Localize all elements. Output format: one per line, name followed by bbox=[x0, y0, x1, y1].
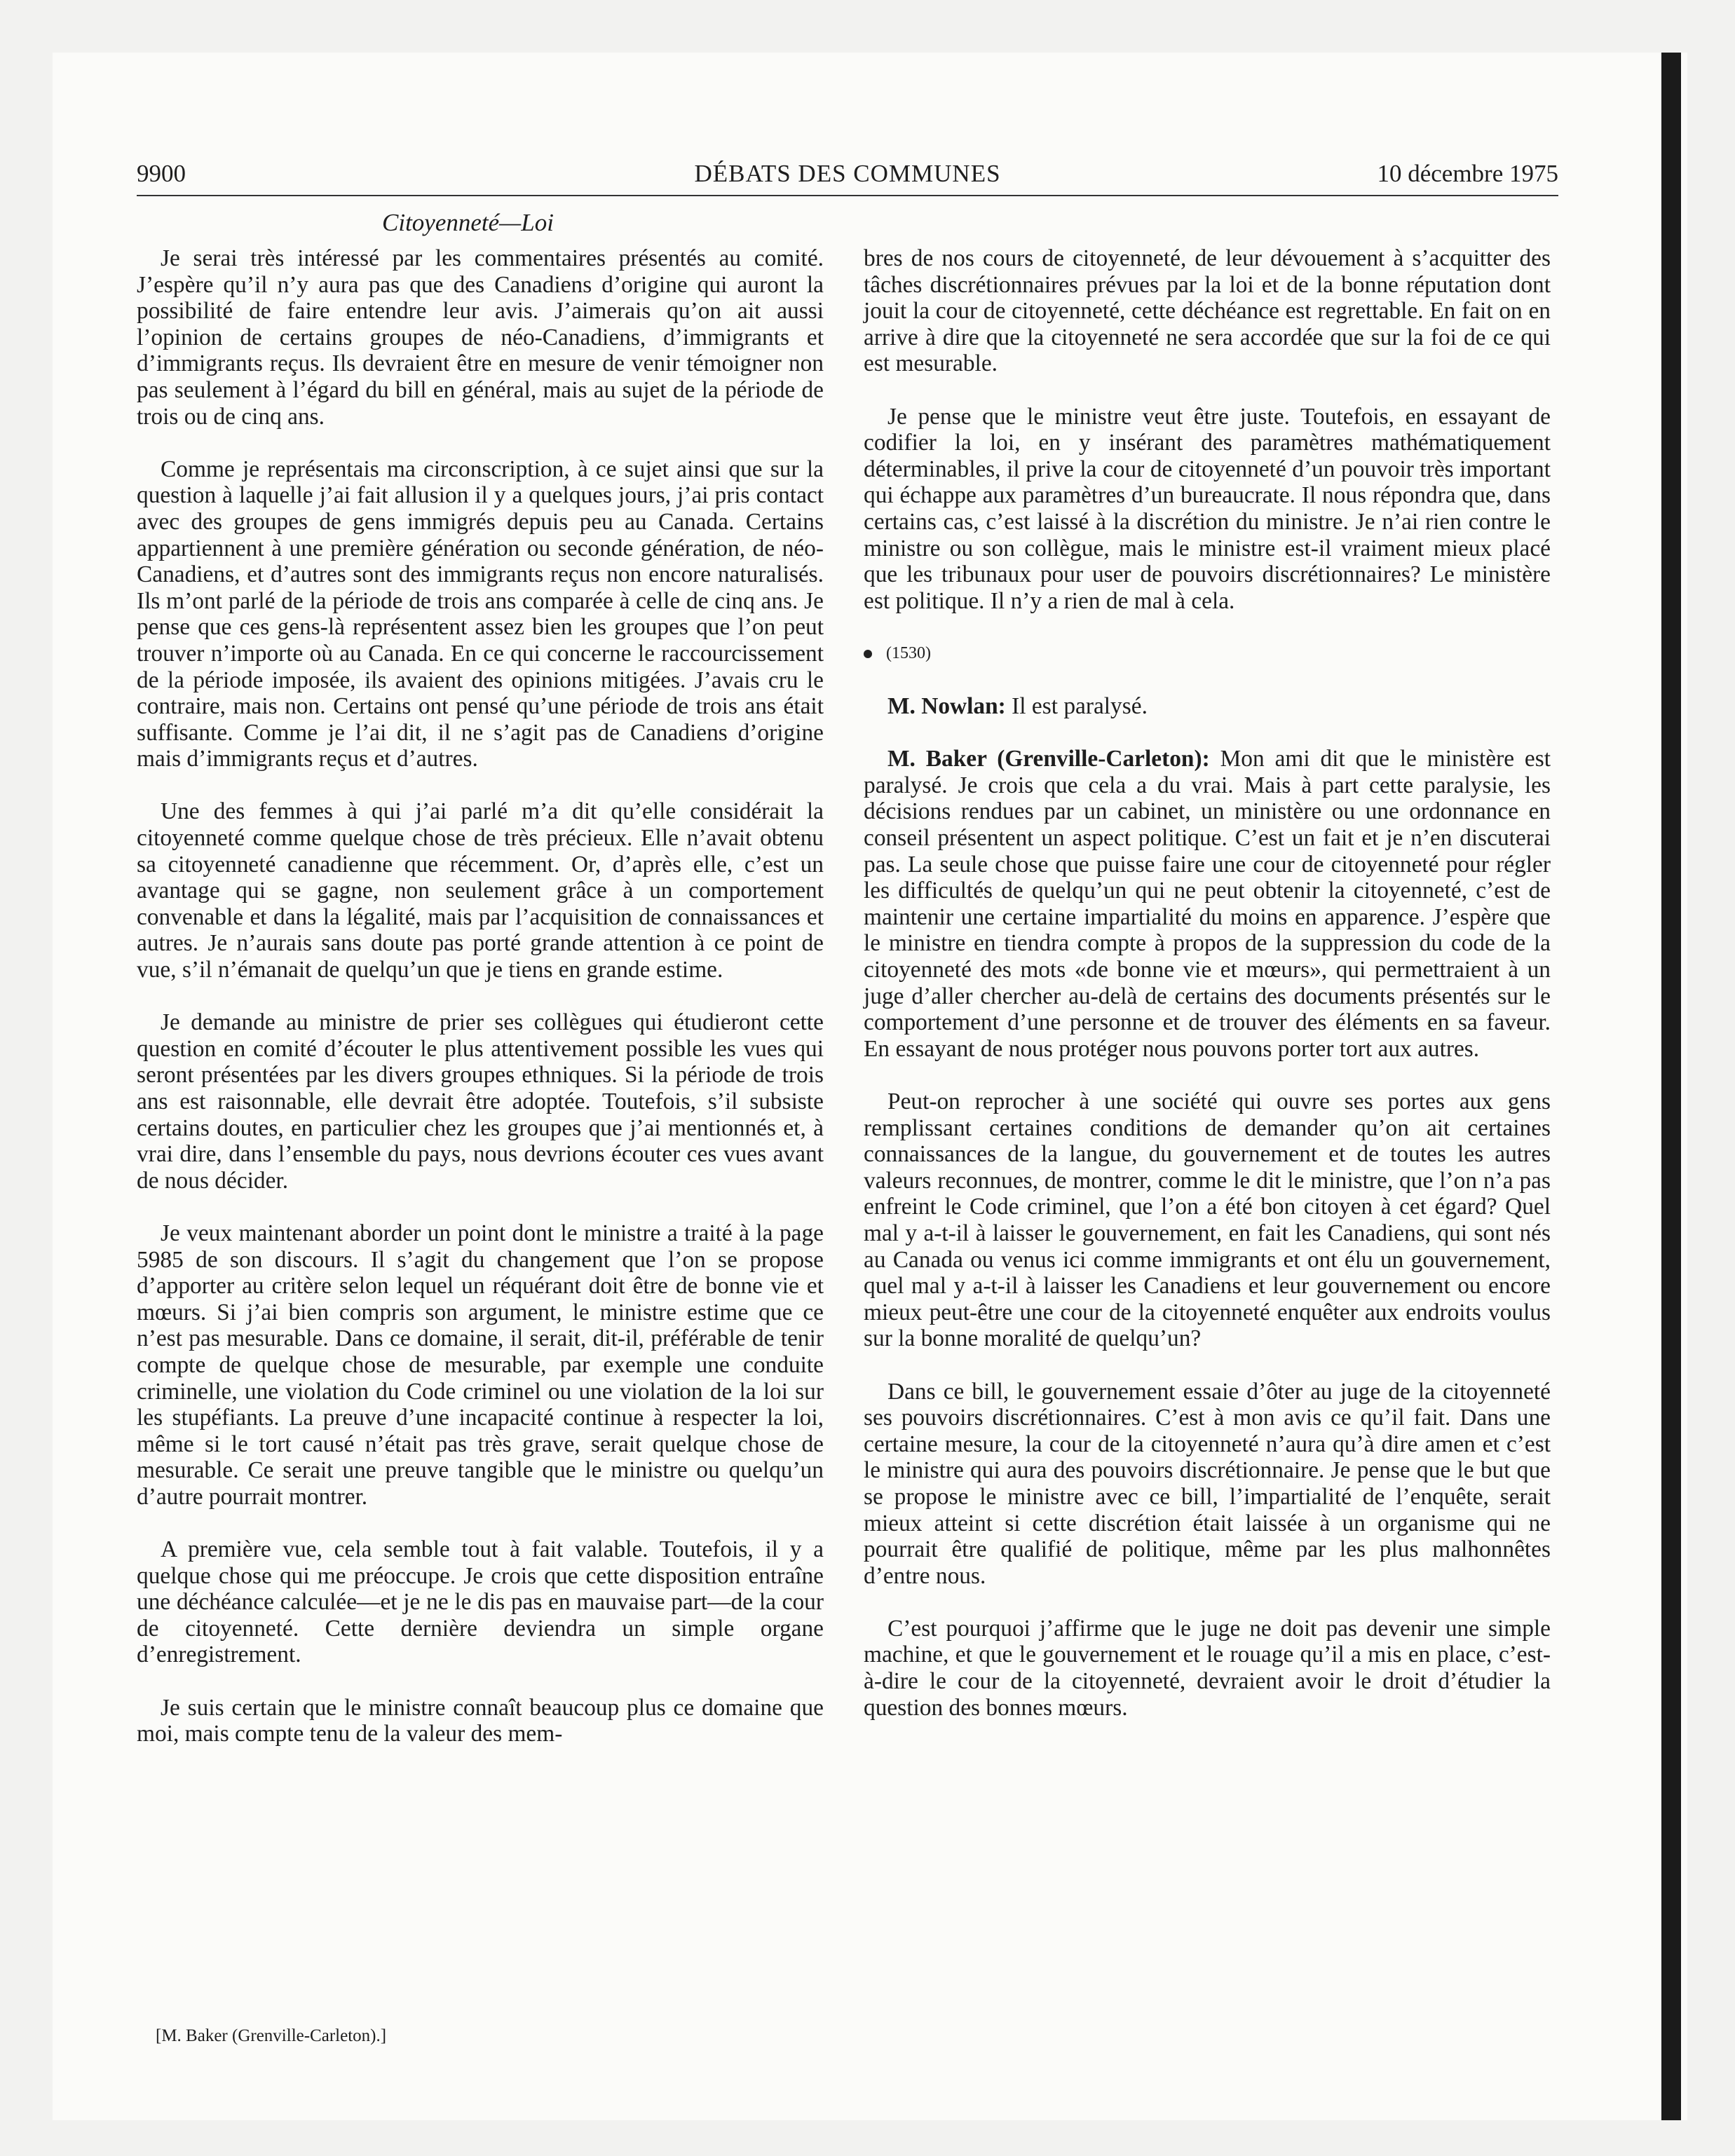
paragraph: Peut-on reprocher à une société qui ouvre ses portes aux gens remplissant certaines conditions de demander qu’on ait certaines connaissances de la langue, du gouvernement et de toutes les autres valeurs reconnues, de montrer, comme le dit le ministre, que l’on n’a pas enfreint le Code criminel, que l’on a été bon citoyen à cet égard? Quel mal y a-t-il à laisser le gouvernement, en fait les Canadiens, qui sont nés au Canada ou venus ici comme immigrants et ont élu un gouvernement, quel mal y a-t-il à laisser les Canadiens et leur gouvernement ou encore mieux peut-être une cour de la citoyenneté enquêter aux endroits voulus sur la bonne moralité de quelqu’un? bbox=[864, 1089, 1551, 1352]
paragraph-continuation: bres de nos cours de citoyenneté, de leur dévouement à s’acquitter des tâches discrétionnaires prévues par la loi et de la bonne réputation dont jouit la cour de citoyenneté, cette déchéance est regrettable. En fait on en arrive à dire que la citoyenneté ne sera accordée que sur la foi de ce qui est mesurable. bbox=[864, 245, 1551, 377]
right-column bbox=[864, 245, 1551, 1747]
paragraph: Comme je représentais ma circonscription, à ce sujet ainsi que sur la question à laquelle j’ai fait allusion il y a quelques jours, j’ai pris contact avec des groupes de gens immigrés depuis peu au Canada. Certains appartiennent à une première génération ou seconde génération, de néo-Canadiens, et d’autres sont des immigrants reçus non encore naturalisés. Ils m’ont parlé de la période de trois ans comparée à celle de cinq ans. Je pense que ces gens-là représentent assez bien les groupes que l’on peut trouver n’importe où au Canada. En ce qui concerne le raccourcissement de la période imposée, ils avaient des opinions mitigées. J’avais cru le contraire, mais non. Certains ont pensé qu’une période de trois ans était suffisante. Comme je l’ai dit, il ne s’agit pas de Canadiens d’origine mais d’immigrants reçus et d’autres. bbox=[137, 456, 824, 772]
publication-title: DÉBATS DES COMMUNES bbox=[694, 160, 1001, 187]
section-title: Citoyenneté—Loi bbox=[382, 209, 554, 236]
speaker-footnote: [M. Baker (Grenville-Carleton).] bbox=[156, 2026, 387, 2045]
paragraph: C’est pourquoi j’affirme que le juge ne doit pas devenir une simple machine, et que le gouvernement et le rouage qu’il a mis en place, c’est-à-dire le cour de la citoyenneté, devraient avoir le droit d’étudier la question des bonnes mœurs. bbox=[864, 1615, 1551, 1721]
time-marker-text: (1530) bbox=[886, 643, 931, 662]
publication-date: 10 décembre 1975 bbox=[1377, 160, 1558, 187]
speaker-name: M. Baker (Grenville-Carleton): bbox=[887, 746, 1210, 772]
speech-text: Mon ami dit que le ministère est paralysé. Je crois que cela a du vrai. Mais à part cette paralysie, les décisions rendues par un cabinet, un ministère ou une ordonnance en conseil présentent un aspect politique. C’est un fait et je n’en discuterai pas. La seule chose que puisse faire une cour de citoyenneté pour régler les difficultés de quelqu’un qui ne peut obtenir la citoyenneté, c’est de maintenir une certaine impartialité du moins en apparence. J’espère que le ministre en tiendra compte à propos de la suppression du code de la citoyenneté des mots «de bonne vie et mœurs», qui permettraient à un juge d’aller chercher au-delà de certains des documents présentés sur le comportement d’une personne et de trouver des éléments en sa faveur. En essayant de nous protéger nous pouvons porter tort aux autres. bbox=[864, 746, 1551, 1062]
speaker-name: M. Nowlan: bbox=[887, 693, 1006, 720]
paragraph: Je serai très intéressé par les commentaires présentés au comité. J’espère qu’il n’y aura pas que des Canadiens d’origine qui auront la possibilité de faire entendre leur avis. J’aimerais qu’on ait aussi l’opinion de certains groupes de néo-Canadiens, d’immigrants et d’immigrants reçus. Ils devraient être en mesure de venir témoigner non pas seulement à l’égard du bill en général, mais au sujet de la période de trois ou de cinq ans. bbox=[137, 245, 824, 430]
speech-text: Il est paralysé. bbox=[1005, 693, 1148, 720]
page-number: 9900 bbox=[137, 160, 186, 187]
paragraph: Je pense que le ministre veut être juste. Toutefois, en essayant de codifier la loi, en y insérant des paramètres mathématiquement déterminables, il prive la cour de citoyenneté d’un pouvoir très important qui échappe aux paramètres d’un bureaucrate. Il nous répondra que, dans certains cas, c’est laissé à la discrétion du ministre. Je n’ai rien contre le ministre ou son collègue, mais le ministre est-il vraiment mieux placé que les tribunaux pour user de pouvoirs discrétionnaires? Le ministère est politique. Il n’y a rien de mal à cela. bbox=[864, 403, 1551, 614]
time-marker bbox=[864, 641, 1551, 667]
scan-edge-bar bbox=[1661, 53, 1681, 2120]
paragraph: Je veux maintenant aborder un point dont le ministre a traité à la page 5985 de son discours. Il s’agit du changement que l’on se propose d’apporter au critère selon lequel un réquérant doit être de bonne vie et mœurs. Si j’ai bien compris son argument, le ministre estime que ce n’est pas mesurable. Dans ce domaine, il serait, dit-il, préférable de tenir compte de quelque chose de mesurable, par exemple une conduite criminelle, une violation du Code criminel ou une violation de la loi sur les stupéfiants. La preuve d’une incapacité continue à respecter la loi, même si le tort causé n’était pas très grave, serait quelque chose de mesurable. Ce serait une preuve tangible que le ministre ou quelqu’un d’autre pourrait montrer. bbox=[137, 1220, 824, 1510]
paragraph: Une des femmes à qui j’ai parlé m’a dit qu’elle considérait la citoyenneté comme quelque chose de très précieux. Elle n’avait obtenu sa citoyenneté canadienne que récemment. Or, d’après elle, c’est un avantage qui se gagne, non seulement grâce à un comportement convenable et dans la légalité, mais par l’acquisition de connaissances et autres. Je n’aurais sans doute pas porté grande attention à ce point de vue, s’il n’émanait de quelqu’un que je tiens en grande estime. bbox=[137, 798, 824, 983]
paragraph: Dans ce bill, le gouvernement essaie d’ôter au juge de la citoyenneté ses pouvoirs discrétionnaires. C’est à mon avis ce qu’il fait. Dans une certaine mesure, la cour de la citoyenneté n’aura qu’à dire amen et c’est le ministre qui aura des pouvoirs discrétionnaire. Je pense que le but que se propose le ministre avec ce bill, l’impartialité de l’enquête, serait mieux atteint si cette discrétion était laissée à un organisme qui ne pourrait être qualifié de politique, même par les plus malhonnêtes d’entre nous. bbox=[864, 1378, 1551, 1589]
paragraph: Je demande au ministre de prier ses collègues qui étudieront cette question en comité d’écouter le plus attentivement possible les vues qui seront présentées par les divers groupes ethniques. Si la période de trois ans est raisonnable, elle devrait être adoptée. Toutefois, s’il subsiste certains doutes, en particulier chez les groupes que j’ai mentionnés et, à vrai dire, dans l’ensemble du pays, nous devrions écouter ces vues avant de nous décider. bbox=[137, 1009, 824, 1194]
speech-nowlan bbox=[864, 693, 1551, 720]
paragraph: Je suis certain que le ministre connaît beaucoup plus ce domaine que moi, mais compte tenu de la valeur des mem- bbox=[137, 1694, 824, 1747]
left-column bbox=[137, 245, 824, 1773]
bullet-icon bbox=[864, 650, 872, 658]
paragraph: A première vue, cela semble tout à fait valable. Toutefois, il y a quelque chose qui me préoccupe. Je crois que cette disposition entraîne une déchéance calculée—et je ne le dis pas en mauvaise part—de la cour de citoyenneté. Cette dernière deviendra un simple organe d’enregistrement. bbox=[137, 1536, 824, 1668]
speech-baker bbox=[864, 746, 1551, 1062]
page-header bbox=[137, 158, 1558, 196]
